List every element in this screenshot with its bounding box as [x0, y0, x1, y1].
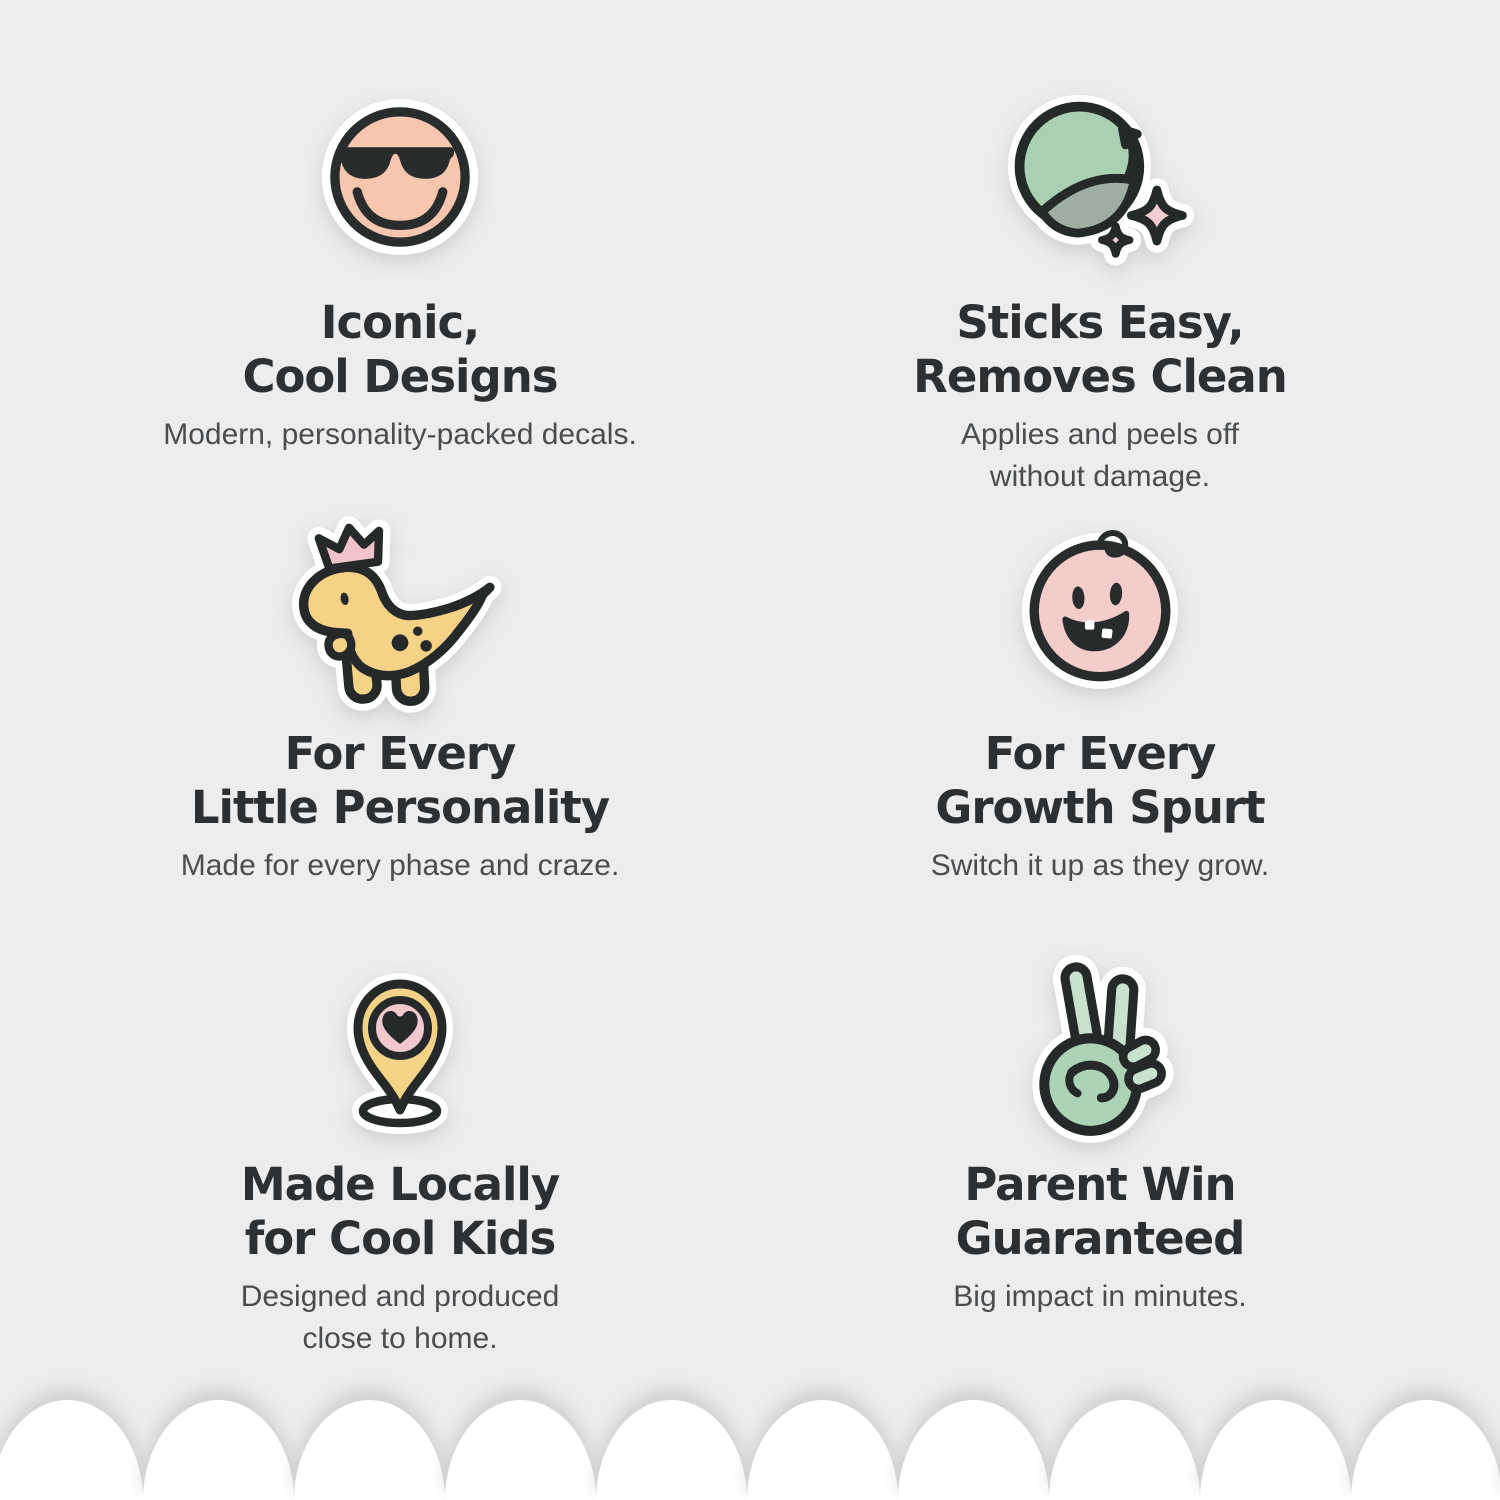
desc-line-1: Modern, personality-packed decals. — [163, 418, 637, 451]
scallop-bump — [596, 1400, 747, 1500]
feature-description — [241, 1276, 560, 1360]
feature-card-iconic-designs — [80, 84, 720, 515]
scallop-bump — [0, 1400, 143, 1500]
smiley-sunglasses-sticker-icon — [307, 84, 493, 284]
scallop-edge — [0, 1400, 1500, 1500]
crowned-dinosaur-sticker-icon — [285, 515, 515, 715]
title-line-2: Growth Spurt — [935, 781, 1265, 834]
title-line-2: Little Personality — [190, 781, 610, 834]
scallop-bump — [445, 1400, 596, 1500]
baby-face-sticker-icon — [1006, 515, 1194, 715]
title-line-1: For Every — [984, 727, 1216, 780]
title-line-2: Removes Clean — [913, 350, 1287, 403]
title-line-2: Guaranteed — [955, 1212, 1245, 1265]
desc-line-1: Switch it up as they grow. — [930, 849, 1270, 882]
scallop-bump — [143, 1400, 294, 1500]
features-grid — [50, 84, 1450, 1377]
feature-card-sticks-easy — [780, 84, 1420, 515]
scallop-bump — [1049, 1400, 1200, 1500]
feature-description — [953, 1276, 1246, 1318]
title-line-2: Cool Designs — [242, 350, 558, 403]
desc-line-1: Big impact in minutes. — [953, 1280, 1247, 1313]
feature-title — [191, 727, 609, 835]
desc-line-1: Made for every phase and craze. — [180, 849, 620, 882]
scallop-bump — [1200, 1400, 1351, 1500]
title-line-1: Sticks Easy, — [956, 296, 1244, 349]
desc-line-1: Designed and produced — [240, 1280, 560, 1313]
feature-title — [242, 296, 557, 404]
desc-line-2: close to home. — [302, 1322, 498, 1355]
scallop-bump — [898, 1400, 1049, 1500]
title-line-2: for Cool Kids — [244, 1212, 556, 1265]
scallop-bump — [1351, 1400, 1500, 1500]
heart-map-pin-sticker-icon — [320, 946, 480, 1146]
desc-line-1: Applies and peels off — [961, 418, 1239, 451]
peace-hand-sticker-icon — [1012, 946, 1188, 1146]
title-line-1: For Every — [284, 727, 516, 780]
desc-line-2: without damage. — [989, 460, 1211, 493]
feature-description — [931, 845, 1270, 887]
scallop-bump — [747, 1400, 898, 1500]
scallop-bump — [294, 1400, 445, 1500]
feature-title — [913, 296, 1287, 404]
title-line-1: Iconic, — [320, 296, 480, 349]
feature-title — [956, 1158, 1245, 1266]
title-line-1: Parent Win — [964, 1158, 1236, 1211]
feature-title — [241, 1158, 559, 1266]
feature-description — [961, 414, 1239, 498]
feature-title — [935, 727, 1264, 835]
feature-card-growth-spurt — [780, 515, 1420, 946]
feature-card-parent-win — [780, 946, 1420, 1377]
feature-description — [163, 414, 637, 456]
peeling-sticker-icon — [997, 84, 1203, 284]
feature-card-little-personality — [80, 515, 720, 946]
feature-description — [181, 845, 620, 887]
feature-card-made-locally — [80, 946, 720, 1377]
title-line-1: Made Locally — [240, 1158, 560, 1211]
